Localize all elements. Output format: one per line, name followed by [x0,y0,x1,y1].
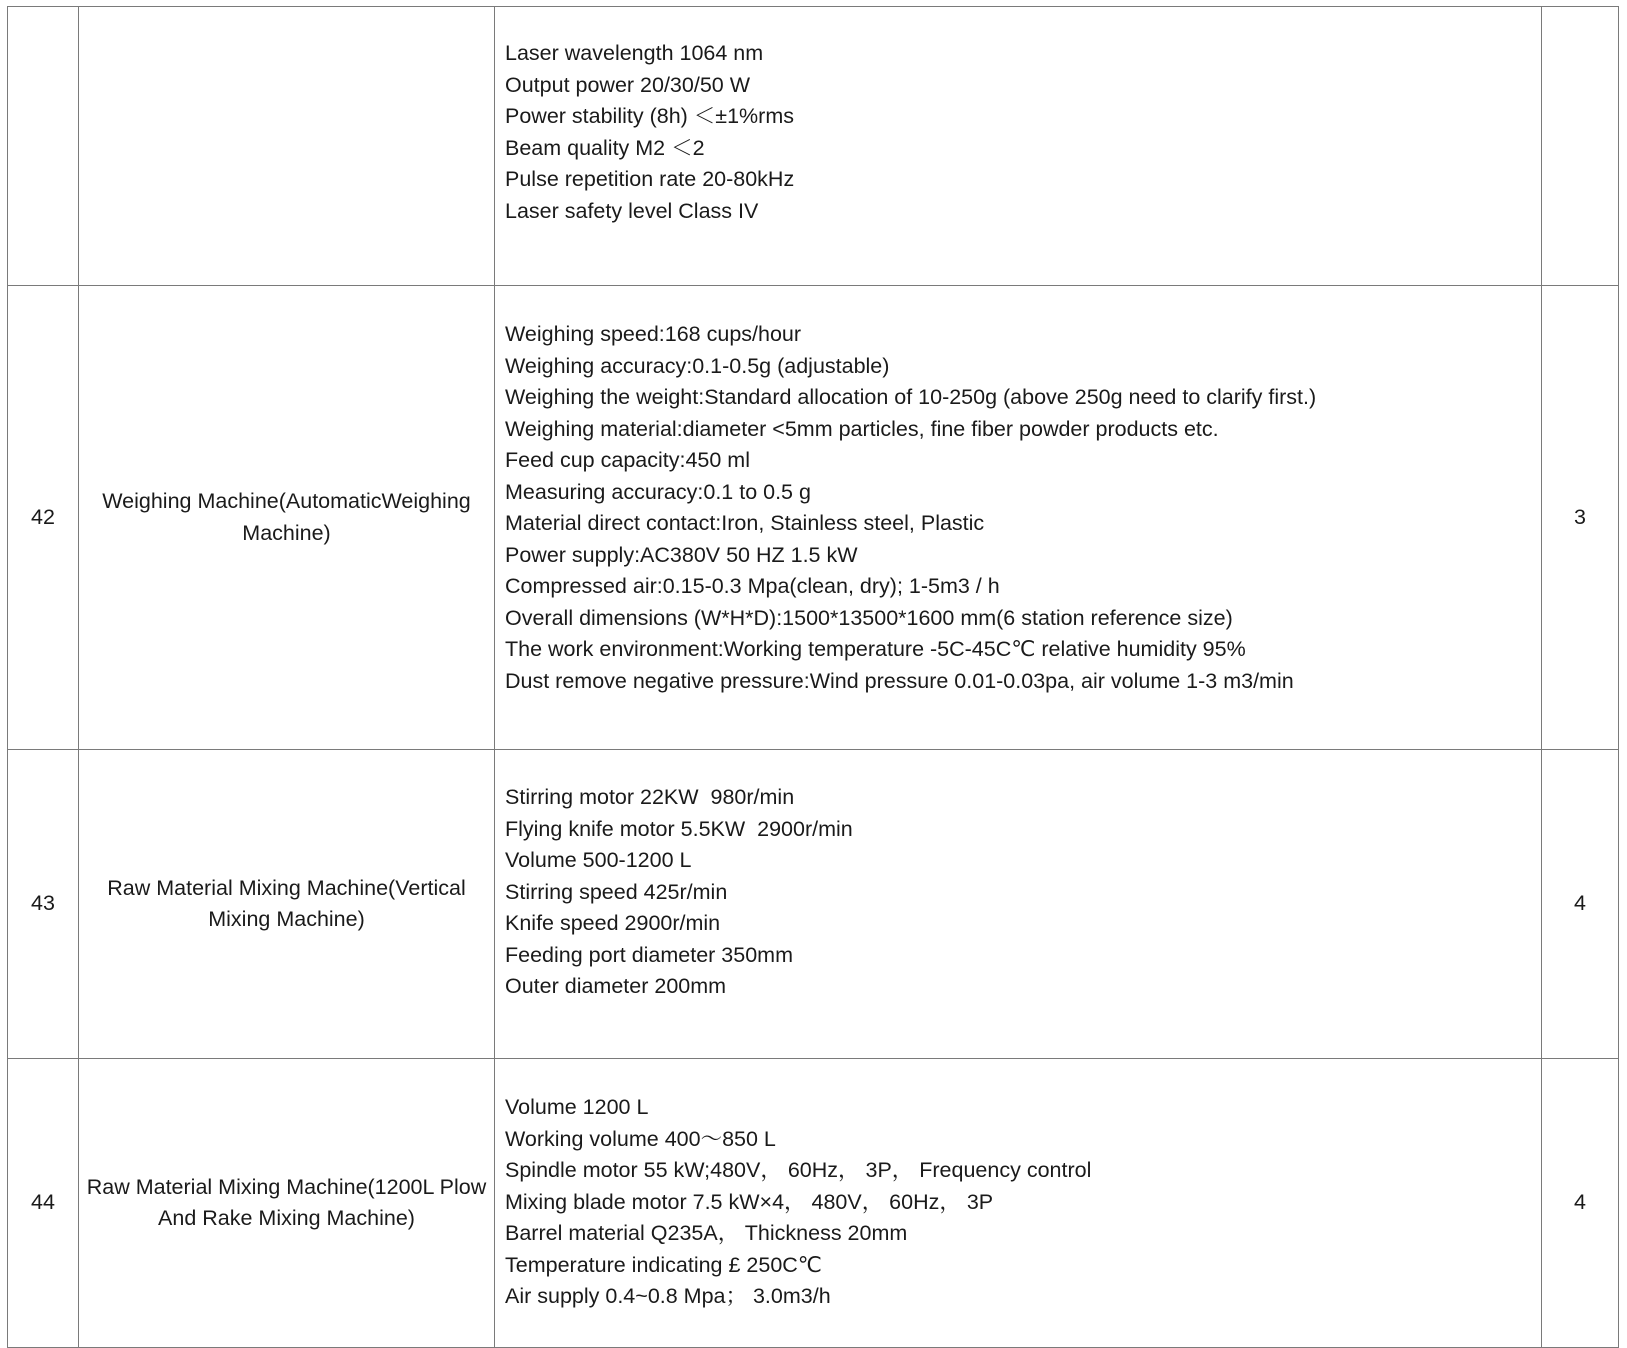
equipment-name-cell: Raw Material Mixing Machine(Vertical Mixing Machine) [79,750,495,1059]
spec-line: Overall dimensions (W*H*D):1500*13500*1600 mm(6 station reference size) [505,605,1233,630]
spec-line: Air supply 0.4~0.8 Mpa； 3.0m3/h [505,1284,831,1308]
spec-line: Pulse repetition rate 20-80kHz [505,167,795,191]
spec-line: Weighing speed:168 cups/hour [505,322,802,346]
equipment-spec-table [7,6,1619,1348]
spec-line: Outer diameter 200mm [505,974,727,998]
quantity-cell: 4 [1542,750,1619,1059]
spec-line: Working volume 400～850 L [505,1126,776,1151]
spec-line: Barrel material Q235A， Thickness 20mm [505,1221,908,1245]
spec-line: Beam quality M2 ＜2 [505,135,705,160]
item-number-cell: 43 [8,750,79,1059]
spec-line: Knife speed 2900r/min [505,911,721,935]
spec-line: Mixing blade motor 7.5 kW×4， 480V， 60Hz， 3P [505,1189,994,1214]
spec-line: Feed cup capacity:450 ml [505,448,750,472]
spec-line: Spindle motor 55 kW;480V， 60Hz， 3P， Frequency control [505,1158,1092,1182]
equipment-name-cell: Raw Material Mixing Machine(1200L Plow And Rake Mixing Machine) [79,1059,495,1348]
spec-line: Material direct contact:Iron, Stainless steel, Plastic [505,511,985,535]
spec-line: Dust remove negative pressure:Wind pressure 0.01-0.03pa, air volume 1-3 m3/min [505,668,1294,693]
quantity-cell: 4 [1542,1059,1619,1348]
spec-line: Volume 1200 L [505,1095,649,1119]
item-number-cell: 42 [8,286,79,750]
spec-line: Weighing material:diameter <5mm particles, fine fiber powder products etc. [505,416,1219,441]
spec-line: Weighing accuracy:0.1-0.5g (adjustable) [505,353,890,378]
table-row [8,750,1619,1059]
spec-line: Output power 20/30/50 W [505,72,751,97]
quantity-cell [1542,7,1619,286]
specifications-cell [495,1059,1542,1348]
spec-line: Volume 500-1200 L [505,848,692,872]
spec-line: Feeding port diameter 350mm [505,942,794,967]
table-row [8,7,1619,286]
specifications-cell [495,7,1542,286]
spec-line: Compressed air:0.15-0.3 Mpa(clean, dry); 1-5m3 / h [505,574,1000,598]
spec-line: Flying knife motor 5.5KW 2900r/min [505,816,853,841]
item-number-cell [8,7,79,286]
spec-line: Power stability (8h) ＜±1%rms [505,104,794,128]
spec-line: Laser wavelength 1064 nm [505,41,764,65]
spec-line: Power supply:AC380V 50 HZ 1.5 kW [505,542,858,567]
item-number-cell: 44 [8,1059,79,1348]
spec-line: Laser safety level Class IV [505,198,759,223]
table-row [8,1059,1619,1348]
equipment-name-cell [79,7,495,286]
spec-line: Measuring accuracy:0.1 to 0.5 g [505,479,811,504]
table-row [8,286,1619,750]
quantity-cell: 3 [1542,286,1619,750]
specifications-cell [495,286,1542,750]
spec-line: The work environment:Working temperature -5C-45C℃ relative humidity 95% [505,637,1246,661]
specifications-cell [495,750,1542,1059]
spec-line: Stirring motor 22KW 980r/min [505,785,795,809]
spec-line: Weighing the weight:Standard allocation of 10-250g (above 250g need to clarify first.) [505,385,1317,409]
equipment-name-cell: Weighing Machine(AutomaticWeighing Machine) [79,286,495,750]
spec-line: Temperature indicating £ 250C℃ [505,1252,822,1277]
spec-line: Stirring speed 425r/min [505,879,728,904]
